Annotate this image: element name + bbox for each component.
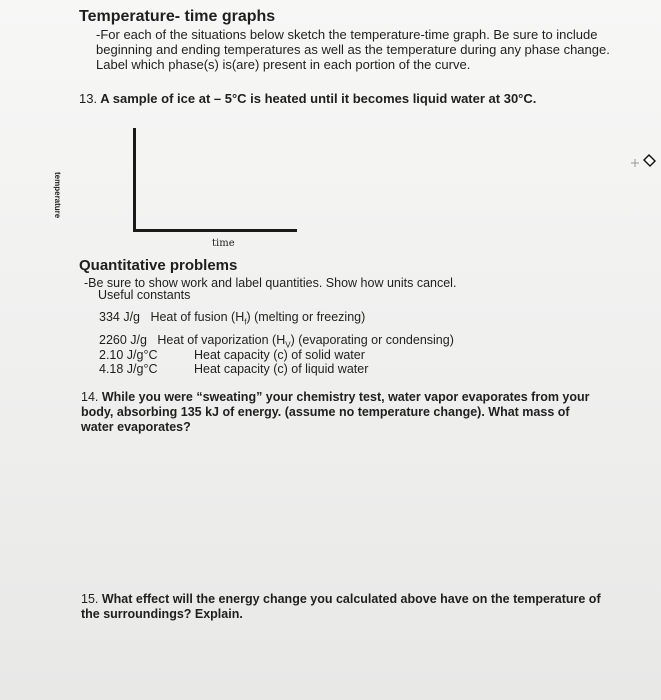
question-number: 14. [81,390,99,404]
constant-value: 4.18 J/g°C [99,362,158,376]
question-number: 13. [79,91,98,106]
question-15 [81,592,601,622]
question-text: While you were “sweating” your chemistry test, water vapor evaporates from your body, absorbing 135 kJ of energy. (assume no temperature change). What mass of water evaporates? [81,390,590,434]
constant-row [99,348,365,362]
instructions: -For each of the situations below sketch the temperature-time graph. Be sure to include beginning and ending temperatures as well as the temperature during any phase change. Label which phase(s) is(are) present in each portion of the curve. [96,27,610,72]
question-number: 15. [81,592,99,606]
constant-desc: Heat capacity (c) of solid water [194,348,365,362]
question-14 [81,390,601,435]
constant-value: 2260 J/g [99,333,147,347]
constant-desc: Heat of fusion $(H_f)$ (melting or freezing) [150,310,366,327]
question-text: What effect will the energy change you calculated above have on the temperature of the surroundings? Explain. [81,592,601,621]
constant-value: 334 J/g [99,310,141,324]
constant-value: 2.10 J/g°C [99,348,158,362]
section-instructions: -Be sure to show work and label quantities. Show how units cancel. [84,276,457,290]
graph-x-axis-label: time [212,238,235,249]
section-heading: Quantitative problems [79,257,238,274]
graph-x-axis [133,229,297,232]
question-13 [79,91,536,106]
page-title: Temperature- time graphs [79,8,276,25]
question-text: A sample of ice at – 5°C is heated until it becomes liquid water at 30°C. [100,91,537,106]
graph-y-axis-label: temperature [53,172,62,219]
pen-cursor-icon [629,150,659,178]
constant-row [99,362,369,376]
constant-desc: Heat of vaporization $(H_V)$ (evaporating or condensing) [157,333,454,350]
constant-desc: Heat capacity (c) of liquid water [194,362,369,376]
constants-label: Useful constants [98,288,191,302]
constant-row [99,310,365,327]
graph-y-axis [133,128,136,231]
